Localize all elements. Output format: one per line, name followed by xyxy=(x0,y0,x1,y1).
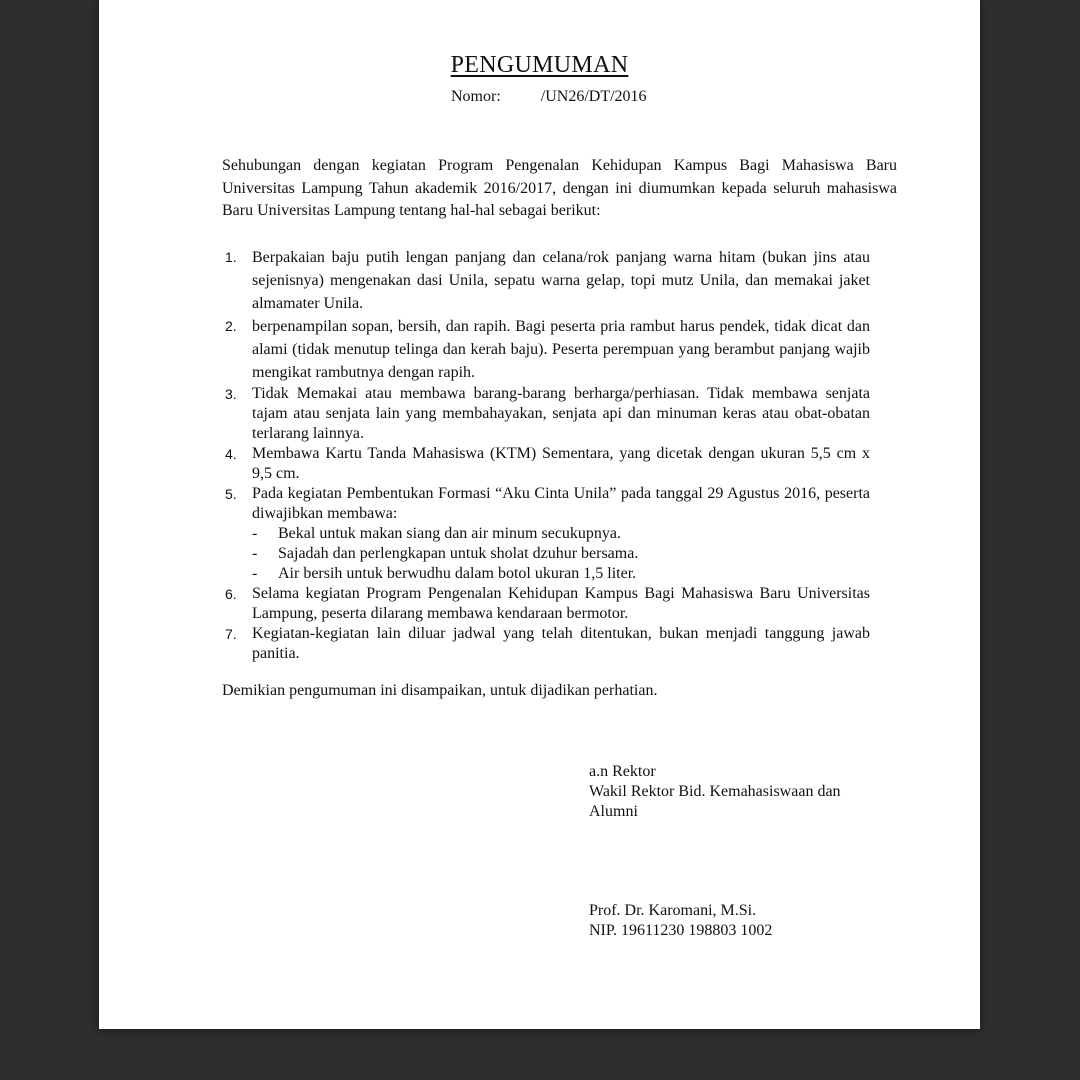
list-text: Berpakaian baju putih lengan panjang dan celana/rok panjang warna hitam (bukan jins atau sejenisnya) mengenakan dasi Unila, sepatu warna gelap, topi mutz Unila, dan memakai jaket almamater Unila. xyxy=(252,249,870,312)
intro-paragraph: Sehubungan dengan kegiatan Program Pengenalan Kehidupan Kampus Bagi Mahasiswa Baru Universitas Lampung Tahun akademik 2016/2017, dengan ini diumumkan kepada seluruh mahasiswa Baru Universitas Lampung tentang hal-hal sebagai berikut: xyxy=(222,157,897,219)
document-number xyxy=(451,88,647,106)
list-text: Selama kegiatan Program Pengenalan Kehidupan Kampus Bagi Mahasiswa Baru Universitas Lampung, peserta dilarang membawa kendaraan bermotor. xyxy=(252,585,870,622)
list-text: Kegiatan-kegiatan lain diluar jadwal yang telah ditentukan, bukan menjadi tanggung jawab panitia. xyxy=(252,625,870,662)
list-number: 4. xyxy=(225,446,237,462)
list-text: Tidak Memakai atau membawa barang-barang berharga/perhiasan. Tidak membawa senjata tajam atau senjata lain yang membahayakan, senjata api dan minuman keras atau obat-obatan terlarang lainnya. xyxy=(252,385,870,442)
sub-list-item xyxy=(252,544,870,564)
list-item xyxy=(222,384,870,444)
list-item xyxy=(222,484,870,584)
sub-list-text: Bekal untuk makan siang dan air minum secukupnya. xyxy=(278,525,622,542)
list-number: 6. xyxy=(225,586,237,602)
sub-list-dash: - xyxy=(252,545,258,562)
sub-list-dash: - xyxy=(252,565,258,582)
list-item xyxy=(222,444,870,484)
sub-list-text: Air bersih untuk berwudhu dalam botol ukuran 1,5 liter. xyxy=(278,565,637,582)
sub-list-dash: - xyxy=(252,525,258,542)
signatory-nip: NIP. 19611230 198803 1002 xyxy=(589,922,773,939)
list-text: Membawa Kartu Tanda Mahasiswa (KTM) Sementara, yang dicetak dengan ukuran 5,5 cm x 9,5 cm. xyxy=(252,445,870,482)
document-page xyxy=(99,0,980,1029)
list-item xyxy=(222,624,870,664)
signatory-name: Prof. Dr. Karomani, M.Si. xyxy=(589,902,757,919)
list-item xyxy=(222,246,870,315)
sub-list xyxy=(252,524,870,584)
list-item xyxy=(222,315,870,384)
signature-position: Wakil Rektor Bid. Kemahasiswaan dan xyxy=(589,783,841,800)
list-number: 3. xyxy=(225,386,237,402)
nomor-value: /UN26/DT/2016 xyxy=(540,88,647,105)
list-text: Pada kegiatan Pembentukan Formasi “Aku Cinta Unila” pada tanggal 29 Agustus 2016, peserta diwajibkan membawa: xyxy=(252,485,870,522)
list-number: 5. xyxy=(225,486,237,502)
document-title-wrap xyxy=(99,52,980,79)
signatory-block xyxy=(589,901,772,941)
signature-block xyxy=(589,762,841,822)
list-number: 2. xyxy=(225,318,237,334)
sub-list-item xyxy=(252,524,870,544)
signature-on-behalf: a.n Rektor xyxy=(589,763,656,780)
requirements-list xyxy=(222,246,870,664)
nomor-label: Nomor: xyxy=(451,88,501,105)
signature-position-cont: Alumni xyxy=(589,803,638,820)
list-number: 7. xyxy=(225,626,237,642)
list-number: 1. xyxy=(225,249,237,265)
sub-list-text: Sajadah dan perlengkapan untuk sholat dzuhur bersama. xyxy=(278,545,639,562)
sub-list-item xyxy=(252,564,870,584)
list-text: berpenampilan sopan, bersih, dan rapih. Bagi peserta pria rambut harus pendek, tidak dicat dan alami (tidak menutup telinga dan kerah baju). Peserta perempuan yang berambut panjang wajib mengikat rambutnya dengan rapih. xyxy=(252,318,870,381)
document-title: PENGUMUMAN xyxy=(450,52,629,78)
list-item xyxy=(222,584,870,624)
closing-sentence: Demikian pengumuman ini disampaikan, untuk dijadikan perhatian. xyxy=(222,682,658,699)
